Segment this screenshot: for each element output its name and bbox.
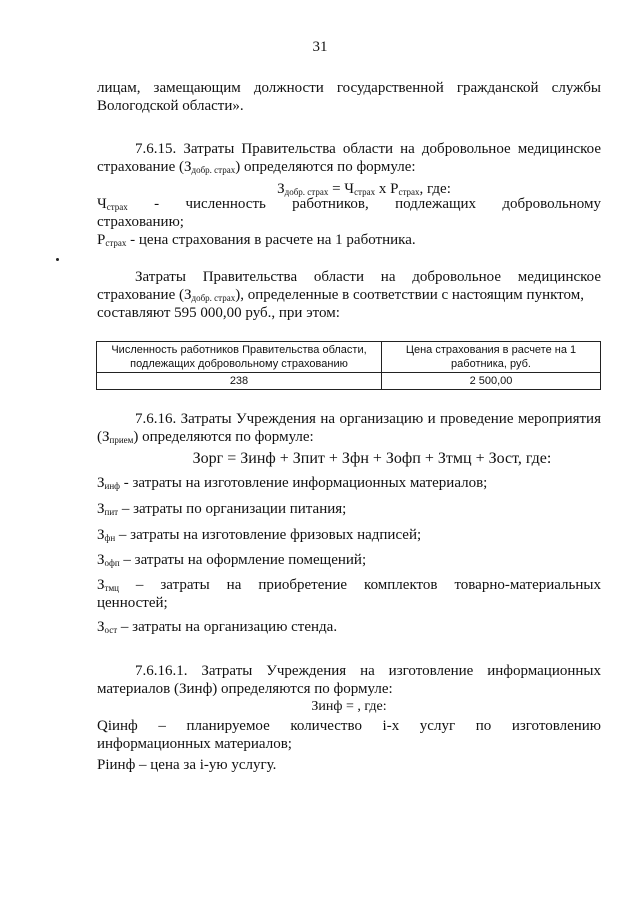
var-z-pit: $З_{пит}$ – затраты по организации питания;	[97, 501, 347, 517]
var-z-fn: $З_{фн}$ – затраты на изготовление фризовых надписей;	[97, 527, 422, 543]
s7615-summary-line-2: страхование $(З_{добр. страх})$, определенные в соответствии с настоящим пунктом,	[97, 287, 584, 303]
table-cell: 2 500,00	[382, 373, 601, 390]
var-ch-strakh: $Ч_{страх}$ - численность работников, подлежащих добровольному	[97, 196, 601, 212]
var-z-tmc-cont: ценностей;	[97, 595, 168, 611]
var-z-ofp: $З_{офп}$ – затраты на оформление помещений;	[97, 552, 367, 568]
s7615-heading: 7.6.15. Затраты Правительства области на добровольное медицинское	[135, 141, 601, 157]
var-z-inf: $З_{инф}$ - затраты на изготовление информационных материалов;	[97, 475, 488, 491]
page-number: 31	[312, 39, 328, 55]
intro-line-2: Вологодской области».	[97, 98, 244, 114]
var-q-inf-cont: информационных материалов;	[97, 736, 292, 752]
table-header-cell: Численность работников Правительства области, подлежащих добровольному страхованию	[97, 342, 382, 373]
s7615-line-2: страхование $(З_{добр. страх})$ определяются по формуле:	[97, 159, 416, 175]
var-p-strakh: $Р_{страх}$ - цена страхования в расчете на 1 работника.	[97, 232, 416, 248]
info-materials-formula: Зинф = , где:	[311, 699, 387, 714]
insurance-table	[96, 341, 601, 390]
insurance-formula: $З_{добр. страх} = Ч_{страх}$ х $Р_{страх}$, где:	[277, 181, 451, 197]
s76161-heading: 7.6.16.1. Затраты Учреждения на изготовление информационных	[135, 663, 601, 679]
event-cost-formula: Зорг = Зинф + Зпит + Зфн + Зофп + Зтмц + Зост, где:	[192, 450, 552, 467]
table-header-cell: Цена страхования в расчете на 1 работника, руб.	[382, 342, 601, 373]
s7615-summary-line-3: составляют 595 000,00 руб., при этом:	[97, 305, 340, 321]
var-ch-strakh-cont: страхованию;	[97, 214, 184, 230]
s7615-summary-line-1: Затраты Правительства области на добровольное медицинское	[135, 269, 601, 285]
s7616-line-2: $(З_{прием})$ определяются по формуле:	[97, 429, 314, 445]
table-row	[97, 373, 601, 390]
table-cell: 238	[97, 373, 382, 390]
var-z-tmc: $З_{тмц}$ – затраты на приобретение комплектов товарно-материальных	[97, 577, 601, 593]
margin-dot	[56, 258, 59, 261]
table-header-row	[97, 342, 601, 373]
s7616-heading: 7.6.16. Затраты Учреждения на организацию и проведение мероприятия	[135, 411, 601, 427]
var-p-inf: Piинф – цена за i-ую услугу.	[97, 757, 277, 773]
s76161-line-2: материалов (Зинф) определяются по формуле:	[97, 681, 393, 697]
var-q-inf: Qiинф – планируемое количество i-х услуг по изготовлению	[97, 718, 601, 734]
var-z-ost: $З_{ост}$ – затраты на организацию стенда.	[97, 619, 338, 635]
intro-line-1: лицам, замещающим должности государственной гражданской службы	[97, 80, 601, 96]
